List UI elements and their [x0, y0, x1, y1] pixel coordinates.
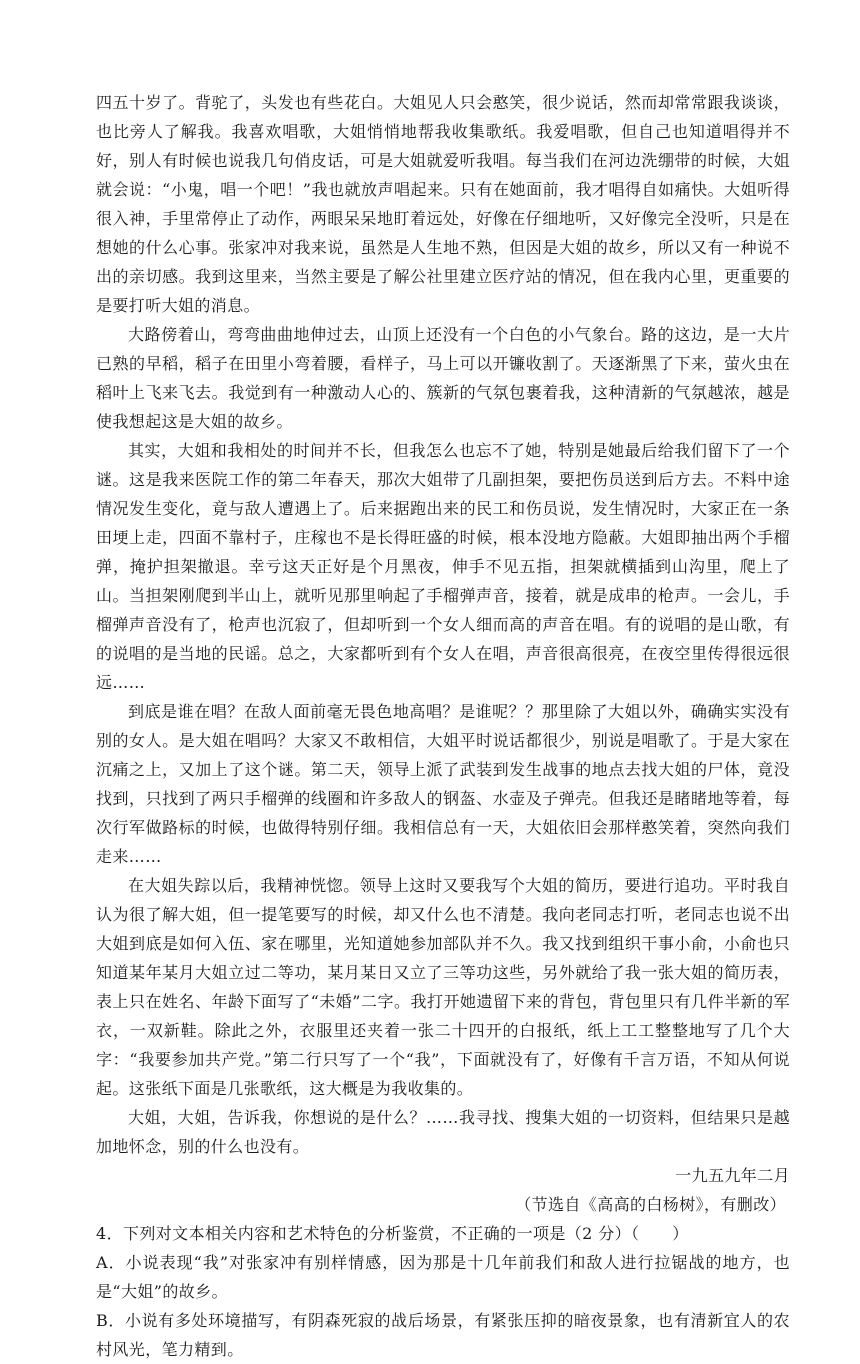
- question-4: [96, 1219, 790, 1364]
- passage-paragraph-5: 在大姐失踪以后，我精神恍惚。领导上这时又要我写个大姐的简历，要进行追功。平时我自认为很了解大姐，但一提笔要写的时候，却又什么也不清楚。我向老同志打听，老同志也说不出大姐到底是如何入伍、家在哪里，光知道她参加部队并不久。我又找到组织干事小俞，小俞也只知道某年某月大姐立过二等功，某月某日又立了三等功这些，另外就给了我一张大姐的简历表，表上只在姓名、年龄下面写了“未婚”二字。我打开她遗留下来的背包，背包里只有几件半新的军衣，一双新鞋。除此之外，衣服里还夹着一张二十四开的白报纸，纸上工工整整地写了几个大字：“我要参加共产党。”第二行只写了一个“我”，下面就没有了，好像有千言万语，不知从何说起。这张纸下面是几张歌纸，这大概是为我收集的。: [96, 876, 790, 1098]
- passage-source: （节选自《高高的白杨树》，有删改）: [515, 1195, 786, 1214]
- document-page: [96, 88, 790, 1364]
- passage-paragraph-1: 四五十岁了。背驼了，头发也有些花白。大姐见人只会憨笑，很少说话，然而却常常跟我谈谈，也比旁人了解我。我喜欢唱歌，大姐悄悄地帮我收集歌纸。我爱唱歌，但自己也知道唱得并不好，别人有时候也说我几句俏皮话，可是大姐就爱听我唱。每当我们在河边洗绷带的时候，大姐就会说：“小鬼，唱一个吧！”我也就放声唱起来。只有在她面前，我才唱得自如痛快。大姐听得很入神，手里常停止了动作，两眼呆呆地盯着远处，好像在仔细地听，又好像完全没听，只是在想她的什么心事。张家冲对我来说，虽然是人生地不熟，但因是大姐的故乡，所以又有一种说不出的亲切感。我到这里来，当然主要是了解公社里建立医疗站的情况，但在我内心里，更重要的是要打听大姐的消息。: [96, 93, 790, 315]
- option-a: A．小说表现“我”对张家冲有别样情感，因为那是十几年前我们和敌人进行拉锯战的地方，也是“大姐”的故乡。: [96, 1253, 790, 1301]
- passage-paragraph-2: 大路傍着山，弯弯曲曲地伸过去，山顶上还没有一个白色的小气象台。路的这边，是一大片已熟的早稻，稻子在田里小弯着腰，看样子，马上可以开镰收割了。天逐渐黑了下来，萤火虫在稻叶上飞来飞去。我觉到有一种激动人心的、簇新的气氛包裹着我，这种清新的气氛越浓，越是使我想起这是大姐的故乡。: [96, 325, 790, 431]
- option-b: B．小说有多处环境描写，有阴森死寂的战后场景，有紧张压抑的暗夜景象，也有清新宜人的农村风光，笔力精到。: [96, 1311, 790, 1359]
- passage-paragraph-6: 大姐，大姐，告诉我，你想说的是什么？……我寻找、搜集大姐的一切资料，但结果只是越加地怀念，别的什么也没有。: [96, 1108, 790, 1156]
- question-stem: 4．下列对文本相关内容和艺术特色的分析鉴赏，不正确的一项是（2 分）（ ）: [96, 1224, 689, 1243]
- passage-paragraph-4: 到底是谁在唱？在敌人面前毫无畏色地高唱？是谁呢？？那里除了大姐以外，确确实实没有别的女人。是大姐在唱吗？大家又不敢相信，大姐平时说话都很少，别说是唱歌了。于是大家在沉痛之上，又加上了这个谜。第二天，领导上派了武装到发生战事的地点去找大姐的尸体，竟没找到，只找到了两只手榴弹的线圈和许多敌人的钢盔、水壶及子弹壳。但我还是睹睹地等着，每次行军做路标的时候，也做得特别仔细。我相信总有一天，大姐依旧会那样憨笑着，突然向我们走来……: [96, 702, 790, 866]
- passage-paragraph-3: 其实，大姐和我相处的时间并不长，但我怎么也忘不了她，特别是她最后给我们留下了一个谜。这是我来医院工作的第二年春天，那次大姐带了几副担架，要把伤员送到后方去。不料中途情况发生变化，竟与敌人遭遇上了。后来据跑出来的民工和伤员说，发生情况时，大家正在一条田埂上走，四面不靠村子，庄稼也不是长得旺盛的时候，根本没地方隐蔽。大姐即抽出两个手榴弹，掩护担架撤退。幸亏这天正好是个月黑夜，伸手不见五指，担架就横插到山沟里，爬上了山。当担架刚爬到半山上，就听见那里响起了手榴弹声音，接着，就是成串的枪声。一会儿，手榴弹声音没有了，枪声也沉寂了，但却听到一个女人细而高的声音在唱。有的说唱的是山歌，有的说唱的是当地的民谣。总之，大家都听到有个女人在唱，声音很高很亮，在夜空里传得很远很远……: [96, 441, 790, 692]
- passage-date: 一九五九年二月: [675, 1166, 790, 1185]
- passage: [96, 88, 790, 1219]
